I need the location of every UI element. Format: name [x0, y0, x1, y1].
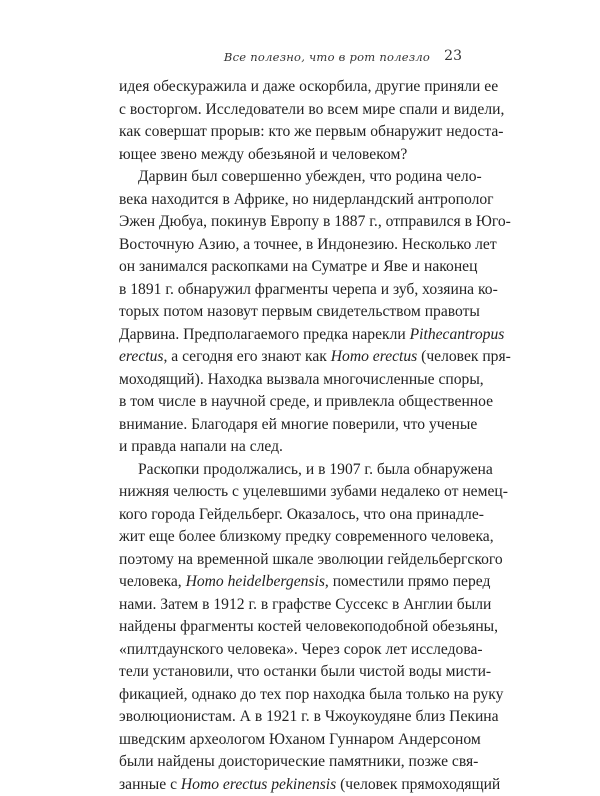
text-run: нами. Затем в 1912 г. в графстве Суссекс в Англии были [119, 596, 491, 613]
text-line [119, 391, 463, 414]
text-line [119, 369, 463, 392]
text-line [119, 279, 463, 302]
text-run: идея обескуражила и даже оскорбила, другие приняли ее [119, 78, 498, 95]
text-run: «пилтдаунского человека». Через сорок лет исследова- [119, 641, 483, 658]
text-run: (человек пря- [417, 348, 511, 365]
text-line [119, 234, 463, 257]
italic-term: Homo heidelbergensis [186, 573, 325, 590]
text-run: в том числе в научной среде, и привлекла общественное [119, 393, 493, 410]
text-run: поэтому на временной шкале эволюции гейдельбергского [119, 551, 503, 568]
text-run: внимание. Благодаря ей многие поверили, что ученые [119, 416, 477, 433]
text-run: человека, [119, 573, 186, 590]
text-line [119, 774, 463, 796]
text-run: Дарвин был совершенно убежден, что родина чело- [138, 168, 482, 185]
text-line [119, 414, 463, 437]
text-run: в 1891 г. обнаружил фрагменты черепа и зуб, хозяина ко- [119, 281, 498, 298]
text-line [119, 706, 463, 729]
text-line [119, 616, 463, 639]
text-run: Восточную Азию, а точнее, в Индонезию. Несколько лет [119, 236, 497, 253]
text-line [119, 436, 463, 459]
text-line [119, 346, 463, 369]
text-run: и правда напали на след. [119, 438, 283, 455]
text-line [119, 526, 463, 549]
italic-term: Homo erectus pekinensis [181, 776, 336, 793]
text-line [119, 189, 463, 212]
page-number: 23 [432, 48, 462, 64]
text-line [119, 684, 463, 707]
text-run: шведским археологом Юханом Гуннаром Андерсоном [119, 731, 481, 748]
text-run: моходящий). Находка вызвала многочисленные споры, [119, 371, 484, 388]
text-line [119, 639, 463, 662]
text-run: Дарвина. Предполагаемого предка нарекли [119, 326, 410, 343]
text-line [119, 571, 463, 594]
text-line [119, 661, 463, 684]
text-line [119, 301, 463, 324]
text-run: фикацией, однако до тех пор находка была только на руку [119, 686, 503, 703]
text-run: нижняя челюсть с уцелевшими зубами недалеко от немец- [119, 483, 508, 500]
text-run: (человек прямоходящий [336, 776, 500, 793]
text-line [119, 99, 463, 122]
body-text [119, 76, 463, 796]
text-run: с восторгом. Исследователи во всем мире спали и видели, [119, 101, 504, 118]
text-line [119, 729, 463, 752]
text-line [119, 459, 463, 482]
italic-term: erectus [119, 348, 163, 365]
text-run: Раскопки продолжались, и в 1907 г. была обнаружена [138, 461, 493, 478]
text-line [119, 211, 463, 234]
text-line [119, 324, 463, 347]
text-run: жит еще более близкому предку современного человека, [119, 528, 494, 545]
italic-term: Pithecantropus [410, 326, 505, 343]
text-run: , поместили прямо перед [325, 573, 491, 590]
text-line [119, 751, 463, 774]
text-run: кого города Гейдельберг. Оказалось, что она принадле- [119, 506, 484, 523]
text-run: найдены фрагменты костей человекоподобной обезьяны, [119, 618, 498, 635]
italic-term: Homo erectus [331, 348, 417, 365]
text-run: , а сегодня его знают как [163, 348, 330, 365]
text-run: эволюционистам. А в 1921 г. в Чжоукоудяне близ Пекина [119, 708, 499, 725]
text-line [119, 144, 463, 167]
text-run: торых потом назовут первым свидетельством правоты [119, 303, 480, 320]
text-run: ющее звено между обезьяной и человеком? [119, 146, 407, 163]
text-line [119, 76, 463, 99]
text-line [119, 481, 463, 504]
text-line [119, 504, 463, 527]
text-run: были найдены доисторические памятники, позже свя- [119, 753, 478, 770]
text-line [119, 121, 463, 144]
text-line [119, 256, 463, 279]
text-line [119, 166, 463, 189]
text-line [119, 594, 463, 617]
text-run: как совершат прорыв: кто же первым обнаружит недоста- [119, 123, 503, 140]
text-line [119, 549, 463, 572]
text-run: занные с [119, 776, 181, 793]
text-run: он занимался раскопками на Суматре и Яве и наконец [119, 258, 477, 275]
text-run: тели установили, что останки были чистой воды мисти- [119, 663, 491, 680]
text-run: Эжен Дюбуа, покинув Европу в 1887 г., отправился в Юго- [119, 213, 511, 230]
running-header: Все полезно, что в рот полезло [222, 50, 432, 64]
text-run: века находится в Африке, но нидерландский антрополог [119, 191, 494, 208]
